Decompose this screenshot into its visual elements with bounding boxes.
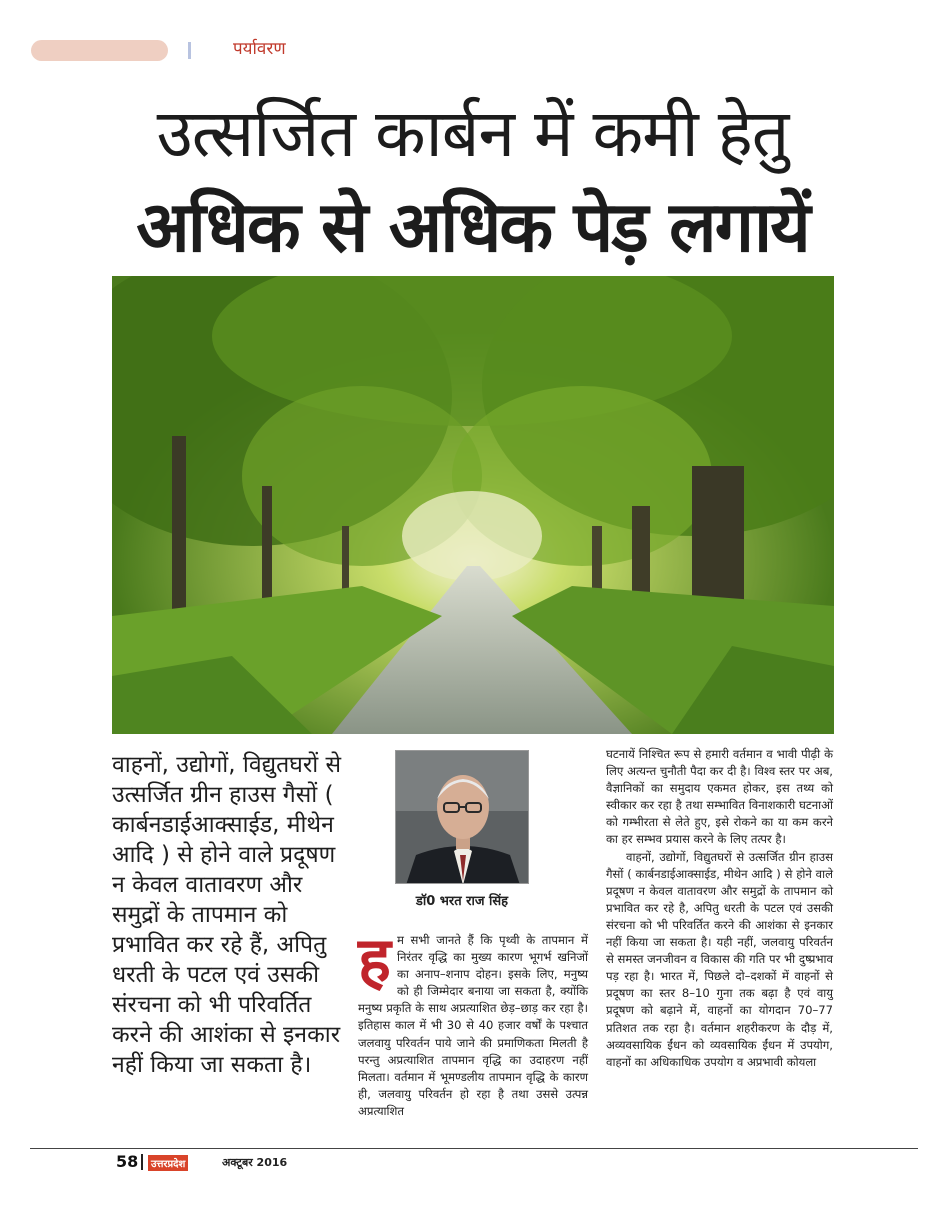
- article-column-middle: [358, 923, 588, 1120]
- page-number: 58: [116, 1152, 139, 1171]
- article-text-middle: म सभी जानते हैं कि पृथ्वी के तापमान में निरंतर वृद्धि का मुख्य कारण भूगर्भ खनिजों का अनाप–शनाप दोहन। इसके लिए, मनुष्य को ही जिम्मेदार बनाया जा सकता है, क्योंकि मनुष्य प्रकृति के साथ अप्रत्याशित छेड़–छाड़ कर रहा है। इतिहास काल में भी 30 से 40 हजार वर्षों के पश्चात जलवायु परिवर्तन पाये जाने की प्रमाणिकता मिलती है परन्तु अप्रत्याशित तापमान वृद्धि का उदाहरण नहीं मिलता। वर्तमान में भूमण्डलीय तापमान वृद्धि के कारण ही, जलवायु परिवर्तन हो रहा है तथा उससे उत्पन्न अप्रत्याशित: [358, 933, 588, 1118]
- author-name: डॉ0 भरत राज सिंह: [415, 894, 509, 909]
- pull-quote: वाहनों, उद्योगों, विद्युतघरों से उत्सर्जित ग्रीन हाउस गैसों ( कार्बनडाईआक्साईड, मीथेन आदि ) से होने वाले प्रदूषण न केवल वातावरण और समुद्रों के तापमान को प्रभावित कर रहे हैं, अपितु धरती के पटल एवं उसकी संरचना को भी परिवर्तित करने की आशंका से इनकार नहीं किया जा सकता है।: [112, 752, 342, 1078]
- headline-line-1: उत्सर्जित कार्बन में कमी हेतु: [156, 95, 789, 172]
- headline-line-2: अधिक से अधिक पेड़ लगायें: [136, 186, 809, 268]
- header-divider: [188, 42, 191, 59]
- magazine-name: उत्तरप्रदेश: [148, 1155, 188, 1171]
- hero-photo-tree-tunnel: [112, 276, 834, 734]
- article-column-right: [606, 746, 833, 1071]
- author-portrait: [395, 750, 529, 884]
- footer-rule: [30, 1148, 918, 1149]
- section-label: पर्यावरण: [233, 39, 286, 59]
- drop-cap: ह: [358, 923, 391, 996]
- article-paragraph: घटनायें निश्चित रूप से हमारी वर्तमान व भावी पीढ़ी के लिए अत्यन्त चुनौती पैदा कर दी है। विश्व स्तर पर अब, वैज्ञानिकों का समुदाय एकमत होकर, इस तथ्य को स्वीकार कर रहा है तथा सम्भावित विनाशकारी घटनाओं को गम्भीरता से लेते हुए, इसे रोकने का या कम करने का हर सम्भव प्रयास करने के लिए तत्पर है।: [606, 747, 833, 847]
- header-decor-pill: [31, 40, 168, 61]
- footer-divider: [141, 1154, 143, 1170]
- issue-date: अक्टूबर 2016: [222, 1156, 288, 1169]
- article-paragraph: वाहनों, उद्योगों, विद्युतघरों से उत्सर्जित ग्रीन हाउस गैसों ( कार्बनडाईआक्साईड, मीथेन आदि ) से होने वाले प्रदूषण न केवल वातावरण और समुद्रों के तापमान को प्रभावित कर रहे है, अपितु धरती के पटल एवं उसकी संरचना को भी परिवर्तित करने की आशंका से इनकार नहीं किया जा सकता है। यही नहीं, जलवायु परिवर्तन से समस्त जनजीवन व विकास की गति पर भी दुष्प्रभाव पड़ रहा है। भारत में, पिछले दो–दशकों में वाहनों से प्रदूषण का स्तर 8–10 गुना तक बढ़ा है एवं वायु प्रदूषण को बढ़ाने में, वाहनों का योगदान 70–77 प्रतिशत तक रहा है। वर्तमान शहरीकरण के दौड़ में, अव्यवसायिक ईंधन को व्यवसायिक ईंधन में उपयोग, वाहनों का अधिकाधिक उपयोग व अप्रभावी कोयला: [606, 849, 833, 1069]
